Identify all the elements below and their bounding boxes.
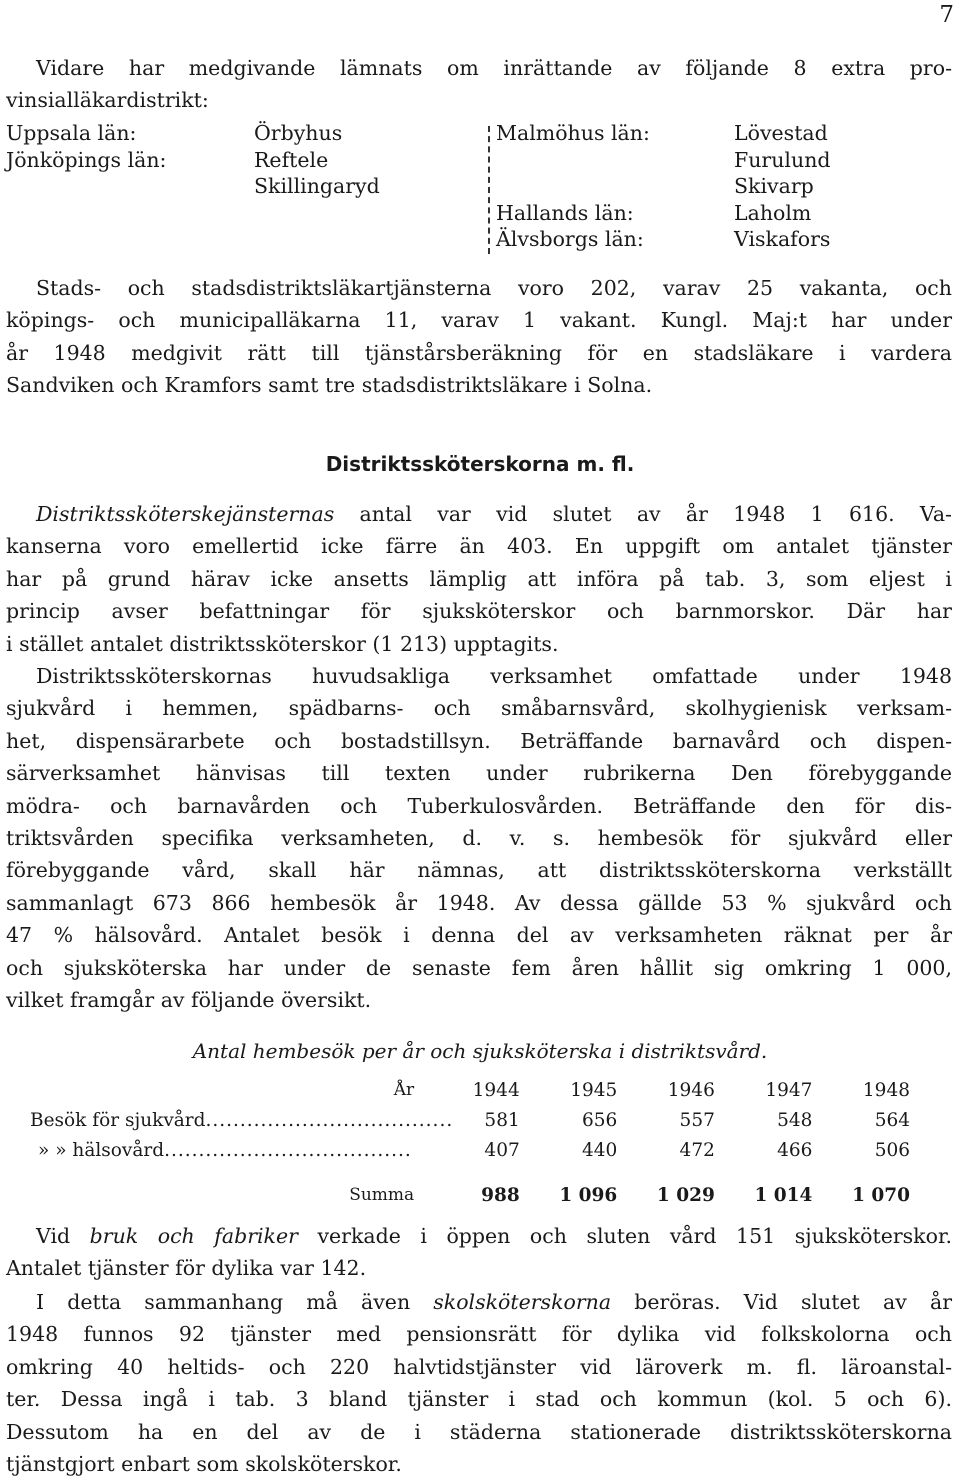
table-header-row bbox=[30, 1075, 910, 1105]
text-line: Sandviken och Kramfors samt tre stadsdistriktsläkare i Solna. bbox=[6, 373, 653, 398]
place-name: Lövestad bbox=[734, 121, 828, 145]
table-cell: 466 bbox=[777, 1139, 813, 1161]
sum-label: Summa bbox=[349, 1185, 415, 1205]
text-line: mödra- och barnavården och Tuberkulosvården. Beträffande den för dis- bbox=[6, 793, 952, 818]
year-header: 1946 bbox=[667, 1079, 715, 1101]
row-label-text: » » hälsovård bbox=[38, 1139, 165, 1161]
text-line: vilket framgår av följande översikt. bbox=[6, 988, 372, 1013]
verksamhet-paragraph bbox=[6, 660, 952, 1016]
table-row bbox=[30, 1105, 910, 1135]
lan-label bbox=[496, 173, 650, 200]
bruk-paragraph bbox=[6, 1220, 952, 1285]
lan-label: Jönköpings län: bbox=[6, 147, 167, 172]
text-line: sjukvård i hemmen, spädbarns- och småbarnsvård, skolhygienisk verksam- bbox=[6, 696, 952, 721]
text-line bbox=[6, 498, 952, 530]
text-line: het, dispensärarbete och bostadstillsyn. Beträffande barnavård och dispen- bbox=[6, 728, 952, 753]
intro-paragraph bbox=[6, 52, 952, 117]
table-cell: 581 bbox=[484, 1109, 520, 1131]
text-span: beröras. Vid slutet av år bbox=[611, 1290, 952, 1314]
table-corner bbox=[30, 1075, 349, 1105]
place-name: Reftele bbox=[254, 147, 329, 172]
table-sum-row bbox=[30, 1165, 910, 1215]
text-line: har på grund härav icke ansetts lämplig att införa på tab. 3, som eljest i bbox=[6, 566, 952, 591]
place-name: Skillingaryd bbox=[254, 174, 380, 198]
text-line: Antalet tjänster för dylika var 142. bbox=[6, 1256, 367, 1281]
year-header: 1947 bbox=[765, 1079, 813, 1101]
text-line: Vidare har medgivande lämnats om inrättande av följande 8 extra pro- bbox=[36, 56, 952, 80]
year-header: 1945 bbox=[570, 1079, 618, 1101]
page-number: 7 bbox=[939, 2, 954, 28]
left-lan-column bbox=[6, 120, 166, 173]
table-cell: 472 bbox=[679, 1139, 715, 1161]
dot-leader: .................................... bbox=[164, 1139, 412, 1161]
stads-paragraph bbox=[6, 272, 952, 402]
table-row bbox=[30, 1135, 910, 1165]
text-span: I detta sammanhang må även bbox=[36, 1290, 434, 1314]
sum-cell: 988 bbox=[481, 1184, 520, 1206]
text-line: förebyggande vård, skall här nämnas, att distriktssköterskorna verkställt bbox=[6, 858, 952, 883]
text-line: och sjuksköterska har under de senaste fem åren hållit sig omkring 1 000, bbox=[6, 955, 952, 980]
text-line: 1948 funnos 92 tjänster med pensionsrätt för dylika vid folkskolorna och bbox=[6, 1322, 952, 1347]
lan-label: Malmöhus län: bbox=[496, 121, 650, 145]
section-heading: Distriktssköterskorna m. fl. bbox=[325, 452, 635, 476]
text-line bbox=[6, 1286, 952, 1318]
text-line: Dessutom ha en del av de i städerna stationerade distriktssköterskorna bbox=[6, 1419, 952, 1444]
skol-paragraph bbox=[6, 1286, 952, 1480]
text-line: tjänstgjort enbart som skolsköterskor. bbox=[6, 1452, 402, 1477]
lan-label: Uppsala län: bbox=[6, 121, 137, 145]
lan-label: Hallands län: bbox=[496, 200, 634, 225]
italic-term: Distriktssköterskejänsternas bbox=[36, 502, 335, 526]
text-span: Vid bbox=[36, 1224, 90, 1248]
lan-label: Älvsborgs län: bbox=[496, 227, 644, 251]
text-line: sammanlagt 673 866 hembesök år 1948. Av dessa gällde 53 % sjukvård och bbox=[6, 890, 952, 915]
district-list bbox=[6, 120, 946, 260]
table-cell: 407 bbox=[484, 1139, 520, 1161]
text-line: omkring 40 heltids- och 220 halvtidstjänster vid läroverk m. fl. läroanstal- bbox=[6, 1354, 952, 1379]
text-line: princip avser befattningar för sjuksköterskor och barnmorskor. Där har bbox=[6, 599, 952, 624]
row-label bbox=[30, 1135, 422, 1165]
table-spacer bbox=[30, 1165, 349, 1215]
place-name: Örbyhus bbox=[254, 121, 343, 145]
place-name: Laholm bbox=[734, 200, 812, 225]
text-span: verkade i öppen och sluten vård 151 sjuksköterskor. bbox=[297, 1224, 953, 1248]
place-name: Skivarp bbox=[734, 174, 814, 198]
text-line: i stället antalet distriktssköterskor (1 213) upptagits. bbox=[6, 631, 559, 656]
right-place-column bbox=[734, 120, 831, 253]
table-cell: 557 bbox=[679, 1109, 715, 1131]
text-line: Distriktssköterskornas huvudsakliga verksamhet omfattade under 1948 bbox=[36, 664, 952, 688]
hembesok-table bbox=[30, 1075, 910, 1215]
tjanster-paragraph bbox=[6, 498, 952, 660]
year-header: 1948 bbox=[862, 1079, 910, 1101]
table-cell: 656 bbox=[581, 1109, 618, 1131]
italic-term: skolsköterskorna bbox=[433, 1290, 612, 1314]
text-line: Stads- och stadsdistriktsläkartjänsterna voro 202, varav 25 vakanta, och bbox=[36, 276, 952, 300]
table-cell: 440 bbox=[581, 1139, 618, 1161]
italic-term: bruk och fabriker bbox=[89, 1224, 298, 1248]
sum-cell: 1 029 bbox=[656, 1184, 715, 1206]
row-label-text: Besök för sjukvård bbox=[30, 1109, 206, 1131]
place-name: Viskafors bbox=[734, 227, 831, 251]
text-span: antal var vid slutet av år 1948 1 616. Va- bbox=[334, 502, 952, 526]
table-cell: 506 bbox=[874, 1139, 910, 1161]
year-header: 1944 bbox=[472, 1079, 520, 1101]
text-line: särverksamhet hänvisas till texten under rubrikerna Den förebyggande bbox=[6, 761, 952, 786]
text-line: triktsvården specifika verksamheten, d. v. s. hembesök för sjukvård eller bbox=[6, 826, 952, 851]
left-place-column bbox=[254, 120, 380, 200]
text-line: köpings- och municipalläkarna 11, varav 1 vakant. Kungl. Maj:t har under bbox=[6, 308, 952, 333]
table-cell: 564 bbox=[874, 1109, 910, 1131]
text-line: kanserna voro emellertid icke färre än 403. En uppgift om antalet tjänster bbox=[6, 534, 952, 559]
sum-cell: 1 070 bbox=[852, 1184, 910, 1206]
row-label bbox=[30, 1105, 454, 1135]
text-line: år 1948 medgivit rätt till tjänstårsberäkning för en stadsläkare i vardera bbox=[6, 340, 952, 365]
text-line: ter. Dessa ingå i tab. 3 bland tjänster i stad och kommun (kol. 5 och 6). bbox=[6, 1387, 952, 1412]
right-lan-column bbox=[496, 120, 650, 253]
text-line: vinsialläkardistrikt: bbox=[6, 88, 209, 113]
year-label: År bbox=[393, 1080, 415, 1100]
text-line: 47 % hälsovård. Antalet besök i denna del av verksamheten räknat per år bbox=[6, 923, 952, 948]
lan-label bbox=[496, 147, 650, 174]
table-cell: 548 bbox=[777, 1109, 813, 1131]
dot-leader: .................................... bbox=[205, 1109, 454, 1131]
column-divider bbox=[488, 126, 490, 254]
table-caption: Antal hembesök per år och sjuksköterska i distriktsvård. bbox=[192, 1039, 768, 1063]
sum-cell: 1 014 bbox=[754, 1184, 813, 1206]
sum-cell: 1 096 bbox=[559, 1184, 618, 1206]
text-line bbox=[6, 1220, 952, 1252]
place-name: Furulund bbox=[734, 147, 831, 172]
